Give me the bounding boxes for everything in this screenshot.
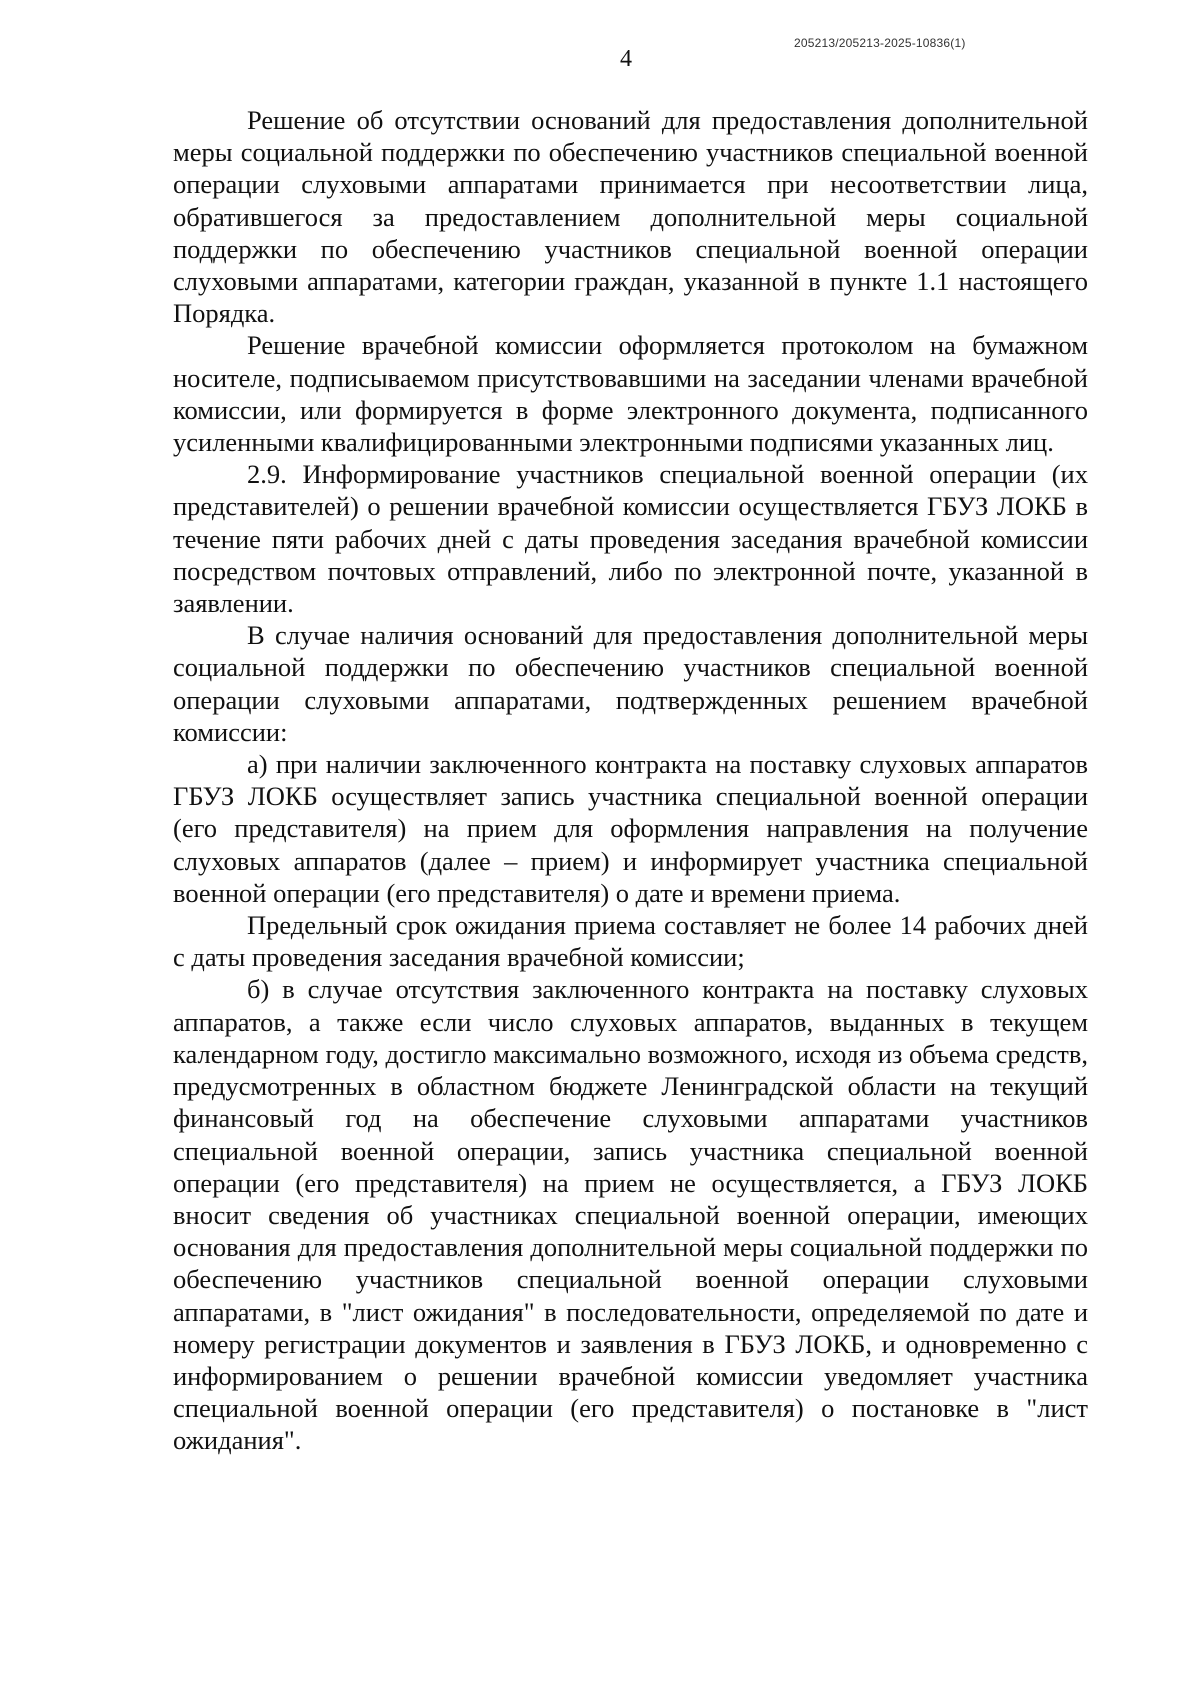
paragraph-item-b: б) в случае отсутствия заключенного контракта на поставку слуховых аппаратов, а также если число слуховых аппаратов, выданных в текущем календарном году, достигло максимально возможного, исходя из объема средств, предусмотренных в областном бюджете Ленинградской области на текущий финансовый год на обеспечение слуховыми аппаратами участников специальной военной операции, запись участника специальной военной операции (его представителя) на прием не осуществляется, а ГБУЗ ЛОКБ вносит сведения об участниках специальной военной операции, имеющих основания для предоставления дополнительной меры социальной поддержки по обеспечению участников специальной военной операции слуховыми аппаратами, в "лист ожидания" в последовательности, определяемой по дате и номеру регистрации документов и заявления в ГБУЗ ЛОКБ, и одновременно с информированием о решении врачебной комиссии уведомляет участника специальной военной операции (его представителя) о постановке в "лист ожидания". [173, 974, 1088, 1456]
paragraph-grounds-available: В случае наличия оснований для предоставления дополнительной меры социальной поддержки по обеспечению участников специальной военной операции слуховыми аппаратами, подтвержденных решением врачебной комиссии: [173, 620, 1088, 747]
paragraph-2-9-informing: 2.9. Информирование участников специальной военной операции (их представителей) о решении врачебной комиссии осуществляется ГБУЗ ЛОКБ в течение пяти рабочих дней с даты проведения заседания врачебной комиссии посредством почтовых отправлений, либо по электронной почте, указанной в заявлении. [173, 459, 1088, 619]
paragraph-refusal-decision: Решение об отсутствии оснований для предоставления дополнительной меры социальной поддержки по обеспечению участников специальной военной операции слуховыми аппаратами принимается при несоответствии лица, обратившегося за предоставлением дополнительной меры социальной поддержки по обеспечению участников специальной военной операции слуховыми аппаратами, категории граждан, указанной в пункте 1.1 настоящего Порядка. [173, 105, 1088, 329]
page-number: 4 [620, 46, 632, 72]
paragraph-item-a: а) при наличии заключенного контракта на поставку слуховых аппаратов ГБУЗ ЛОКБ осуществляет запись участника специальной военной операции (его представителя) на прием для оформления направления на получение слуховых аппаратов (далее – прием) и информирует участника специальной военной операции (его представителя) о дате и времени приема. [173, 749, 1088, 908]
paragraph-commission-protocol: Решение врачебной комиссии оформляется протоколом на бумажном носителе, подписываемом присутствовавшими на заседании членами врачебной комиссии, или формируется в форме электронного документа, подписанного усиленными квалифицированными электронными подписями указанных лиц. [173, 330, 1088, 458]
document-id: 205213/205213-2025-10836(1) [794, 36, 966, 50]
document-body [173, 104, 1088, 1457]
paragraph-waiting-period: Предельный срок ожидания приема составляет не более 14 рабочих дней с даты проведения заседания врачебной комиссии; [173, 910, 1088, 973]
